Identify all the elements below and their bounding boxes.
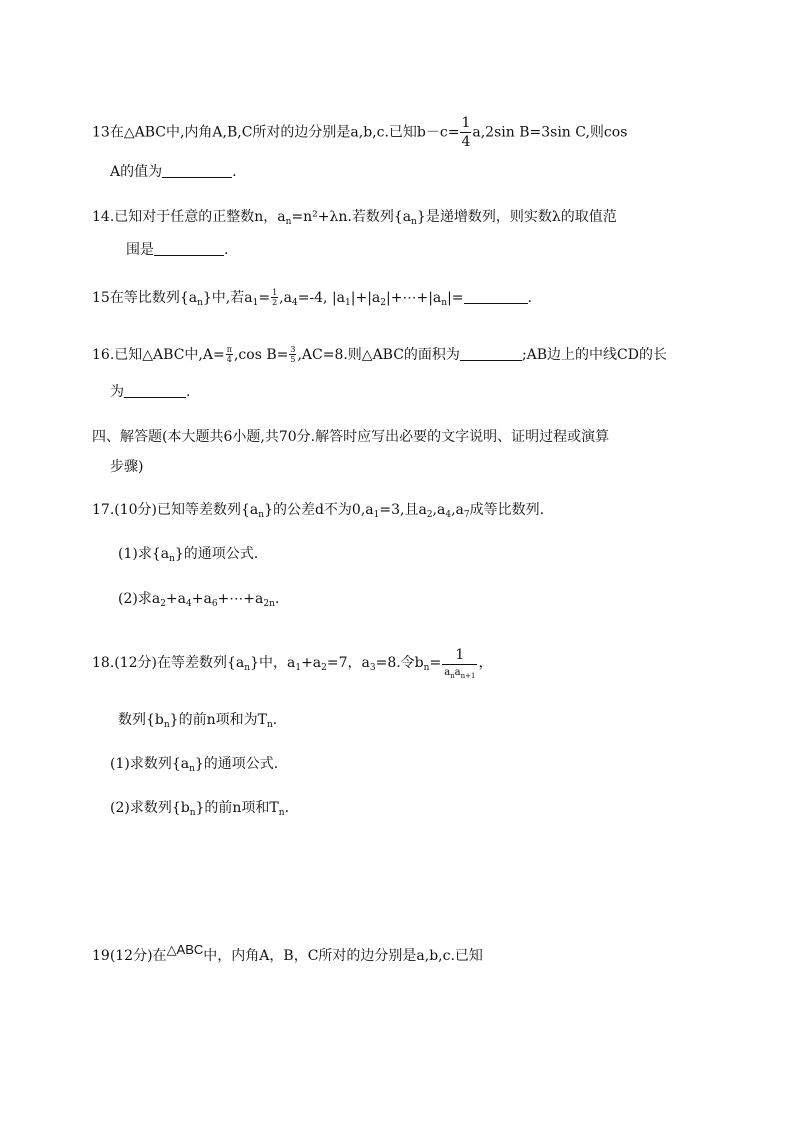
q18-sub-3: 3 [369, 663, 376, 673]
q14-text-line2: 围是 [126, 242, 154, 258]
q18-text: 18.(12分)在等差数列{a [92, 655, 245, 671]
q18-sub-1: 1 [295, 663, 302, 673]
q18-den-sub-n1: n+1 [460, 672, 476, 680]
q17-part1-text: }的通项公式. [174, 546, 259, 562]
q17-part2-text: +a [191, 591, 212, 607]
q18-text: =7，a [326, 655, 370, 671]
q14-sub: n [411, 217, 417, 227]
q14-text-a: 14.已知对于任意的正整数n，a [92, 209, 286, 225]
q17-part2 [118, 589, 279, 609]
q17-sub-4: 4 [186, 599, 192, 609]
q15-frac-num: 1 [272, 288, 278, 297]
q18-part2-text: . [284, 800, 290, 816]
q16-answer-blank-median[interactable] [124, 383, 186, 398]
q18-text: ， [478, 655, 493, 671]
q15-sub-2: 2 [380, 298, 387, 308]
q15-sub-1: 1 [252, 298, 259, 308]
q15-text: |= [447, 290, 464, 306]
q17-part1 [118, 544, 258, 564]
q13-frac-den: 4 [461, 134, 471, 150]
q17-text: 成等比数列. [469, 502, 545, 518]
q18-part1-text: (1)求数列{a [110, 756, 190, 772]
q16-text-line2: 为 [110, 384, 124, 400]
q18-sub-n: n [189, 764, 195, 774]
q18-line2 [118, 710, 277, 730]
q14-sub: n [285, 217, 292, 227]
q16-fraction-pi [226, 346, 233, 364]
q18-frac-den: $a_na_{n+1}$ [442, 664, 477, 678]
q18-part2-text: (2)求数列{b [110, 800, 190, 816]
q16-answer-blank-area[interactable] [460, 346, 522, 361]
q17-part2-text: (2)求a [118, 591, 161, 607]
q15-text: ,a [279, 290, 292, 306]
q13-line2: A的值为 . [110, 164, 237, 180]
q15-text: 15在等比数列{a [92, 290, 198, 306]
q18-text: =8.令b [375, 655, 424, 671]
q18-fraction [442, 648, 477, 678]
q17-part2-text: +a [165, 591, 186, 607]
q18-sub-n: n [244, 663, 251, 673]
q17-sub-2: 2 [160, 599, 166, 609]
q17-text: =3,且a [379, 502, 427, 518]
q18-sub-n: n [163, 720, 170, 730]
q17-part2-text: . [274, 591, 280, 607]
section-heading [92, 427, 609, 447]
q13-frac-num: 1 [461, 115, 471, 131]
q16-frac-num: π [226, 345, 232, 354]
section-heading-line2: 步骤) [110, 459, 144, 475]
q18-part1-text: }的通项公式. [194, 756, 279, 772]
q18-sub-2: 2 [321, 663, 327, 673]
q16-text: ,AC=8.则△ABC的面积为 [297, 347, 460, 363]
q13-text-line2: A的值为 [110, 164, 163, 180]
q18-line2-text: }的前n项和为T [169, 712, 267, 728]
q18-line2-text: 数列{b [118, 712, 164, 728]
q17-sub-1: 1 [373, 510, 380, 520]
q13-text-a: 13在△ABC中,内角A,B,C所对的边分别是a,b,c.已知b－c= [92, 124, 460, 141]
q17-sub-2: 2 [426, 510, 433, 520]
q18-sub-n: n [278, 808, 285, 818]
q17-sub-2n: 2n [263, 599, 275, 609]
q17-part2-text: +⋯+a [217, 591, 264, 607]
q14-line1 [92, 207, 617, 227]
q15-text: =-4, |a [297, 290, 346, 306]
q18-sub-n: n [189, 808, 196, 818]
q18-part2-text: }的前n项和T [195, 800, 279, 816]
q17-sub-n: n [258, 510, 265, 520]
q19-text: 中，内角A，B，C所对的边分别是a,b,c.已知 [203, 948, 483, 964]
q16-line2: 为 . [110, 384, 191, 400]
q14-answer-blank[interactable] [154, 241, 224, 256]
q17-part1-text: (1)求{a [118, 546, 170, 562]
q18-line1: 18.(12分)在等差数列$\{a_n\}$中，$a_1+a_2=7$，$a_3=8$.令$b_n=$ $\frac{1}{a_na_{n+1}}$ ， [92, 647, 493, 680]
q15-text: |+⋯+|a [386, 290, 442, 306]
q18-sub-n: n [423, 663, 430, 673]
q13-text-b: a,2sin B=3sin C,则cos [472, 124, 628, 141]
q14-text-b: =n²+λn.若数列{a [291, 209, 412, 225]
q15-answer-blank[interactable] [464, 289, 528, 304]
q14-line2: 围是 . [126, 242, 229, 258]
q17-sub-7: 7 [463, 510, 470, 520]
q13-answer-blank[interactable] [162, 163, 232, 178]
q16-line1 [92, 345, 667, 365]
q16-fraction-cos [289, 346, 296, 364]
q15-sub-n: n [197, 298, 203, 308]
q15-text: }中,若a [202, 290, 253, 306]
q17-text: 17.(10分)已知等差数列{a [92, 502, 259, 518]
q14-text-c: }是递增数列，则实数λ的取值范 [416, 209, 617, 225]
q16-text: ,cos B= [233, 347, 289, 363]
q18-frac-num: 1 [455, 647, 465, 663]
q17-text: ,a [451, 502, 464, 518]
q16-frac-den: 5 [290, 355, 296, 364]
q13-fraction [460, 116, 471, 149]
q18-part2 [110, 798, 289, 818]
q18-line2-text: . [272, 712, 278, 728]
q13-line1 [92, 116, 627, 149]
q17-sub-n: n [169, 554, 175, 564]
q15-fraction [271, 289, 278, 307]
q17-line1 [92, 500, 544, 520]
q15-frac-den: 2 [272, 298, 278, 307]
q15-sub-n: n [441, 298, 448, 308]
q15-text: |+|a [350, 290, 381, 306]
q15-sub-1: 1 [345, 298, 351, 308]
q15-line: 15在等比数列$\{a_n\}$中,若$a_1=$ $\frac{1}{2}$ $,a_4=-4$, $|a_1|+|a_2|+\cdots+|a_n|=$ . [92, 288, 532, 308]
q17-text: }的公差d不为0,a [264, 502, 374, 518]
q18-sub-n: n [266, 720, 273, 730]
q18-part1 [110, 754, 278, 774]
q17-sub-4: 4 [445, 510, 452, 520]
q18-text: }中，a [250, 655, 296, 671]
q18-den-sub-n: n [450, 672, 455, 680]
q18-text: +a [301, 655, 322, 671]
q17-sub-6: 6 [211, 599, 218, 609]
q19-triangle-label: △ABC [166, 942, 204, 957]
section-heading-cont [110, 457, 143, 477]
section-heading-line1: 四、解答题(本大题共6小题,共70分.解答时应写出必要的文字说明、证明过程或演算 [92, 429, 610, 445]
q16-text: 16.已知△ABC中,A= [92, 347, 225, 363]
q15-sub-4: 4 [291, 298, 298, 308]
q19-line1 [92, 940, 483, 966]
q16-frac-den: 4 [226, 355, 232, 364]
q16-frac-num: 3 [290, 345, 296, 354]
q19-text: 19(12分)在 [92, 948, 167, 964]
q16-text: ;AB边上的中线CD的长 [521, 347, 667, 363]
q17-text: ,a [432, 502, 446, 518]
